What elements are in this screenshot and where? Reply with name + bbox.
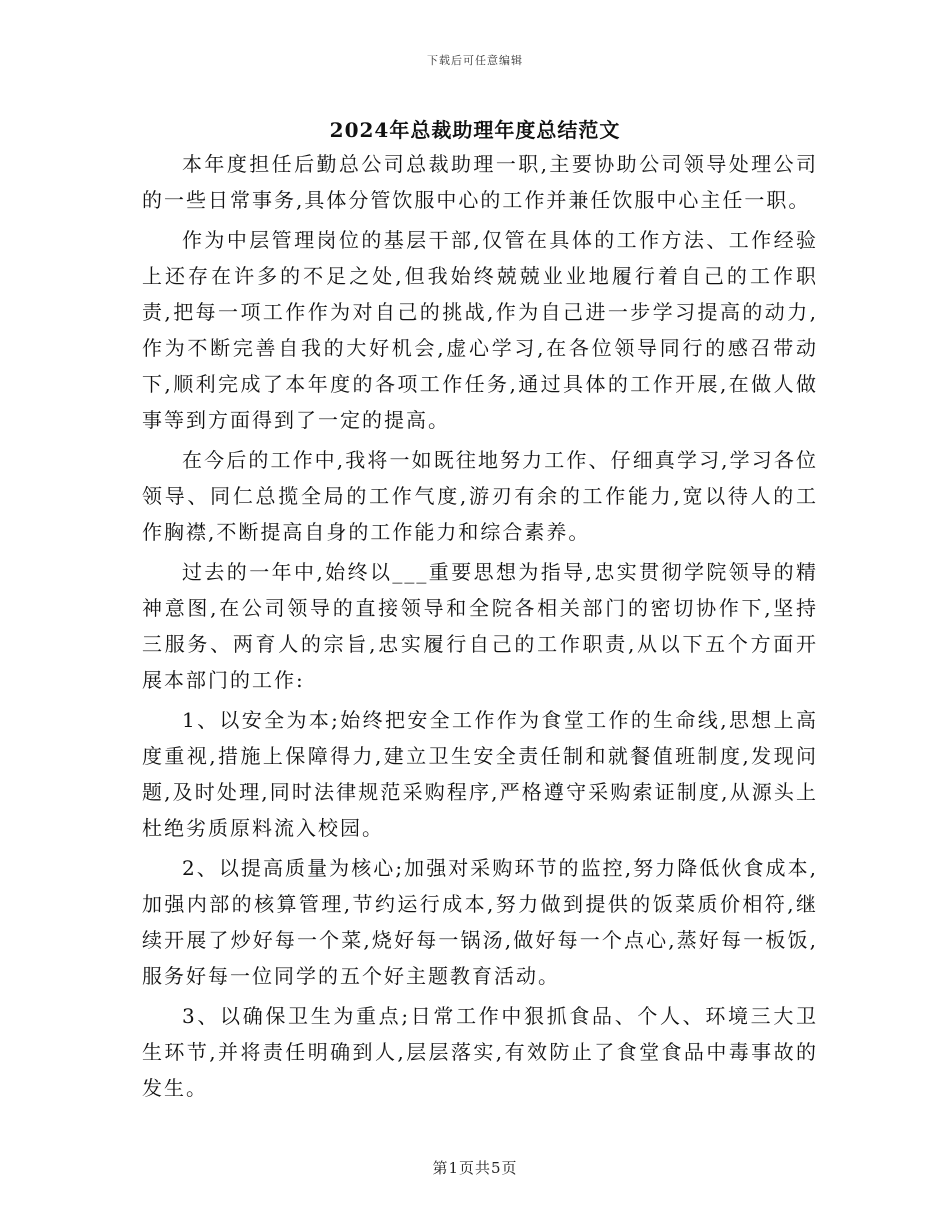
- page-number: 第1页共5页: [432, 1159, 518, 1177]
- paragraph: 2、以提高质量为核心;加强对采购环节的监控,努力降低伙食成本,加强内部的核算管理,节约运行成本,努力做到提供的饭菜质价相符,继续开展了炒好每一个菜,烧好每一锅汤,做好每一个点心,蒸好每一板饭,服务好每一位同学的五个好主题教育活动。: [142, 856, 818, 988]
- paragraph: 1、以安全为本;始终把安全工作作为食堂工作的生命线,思想上高度重视,措施上保障得力,建立卫生安全责任制和就餐值班制度,发现问题,及时处理,同时法律规范采购程序,严格遵守采购索证制度,从源头上杜绝劣质原料流入校园。: [142, 708, 818, 840]
- paragraph: 本年度担任后勤总公司总裁助理一职,主要协助公司领导处理公司的一些日常事务,具体分管饮服中心的工作并兼任饮服中心主任一职。: [142, 152, 818, 212]
- paragraph: 过去的一年中,始终以___重要思想为指导,忠实贯彻学院领导的精神意图,在公司领导的直接领导和全院各相关部门的密切协作下,坚持三服务、两育人的宗旨,忠实履行自己的工作职责,从以下五个方面开展本部门的工作:: [142, 560, 818, 692]
- document-body: [142, 146, 818, 1110]
- paragraph: 3、以确保卫生为重点;日常工作中狠抓食品、个人、环境三大卫生环节,并将责任明确到人,层层落实,有效防止了食堂食品中毒事故的发生。: [142, 1004, 818, 1100]
- document-title: 2024年总裁助理年度总结范文: [329, 118, 621, 142]
- header-note: 下载后可任意编辑: [427, 54, 523, 67]
- paragraph: 在今后的工作中,我将一如既往地努力工作、仔细真学习,学习各位领导、同仁总揽全局的工作气度,游刃有余的工作能力,宽以待人的工作胸襟,不断提高自身的工作能力和综合素养。: [142, 448, 818, 544]
- paragraph: 作为中层管理岗位的基层干部,仅管在具体的工作方法、工作经验上还存在许多的不足之处,但我始终兢兢业业地履行着自己的工作职责,把每一项工作作为对自己的挑战,作为自己进一步学习提高的动力,作为不断完善自我的大好机会,虚心学习,在各位领导同行的感召带动下,顺利完成了本年度的各项工作任务,通过具体的工作开展,在做人做事等到方面得到了一定的提高。: [142, 228, 818, 432]
